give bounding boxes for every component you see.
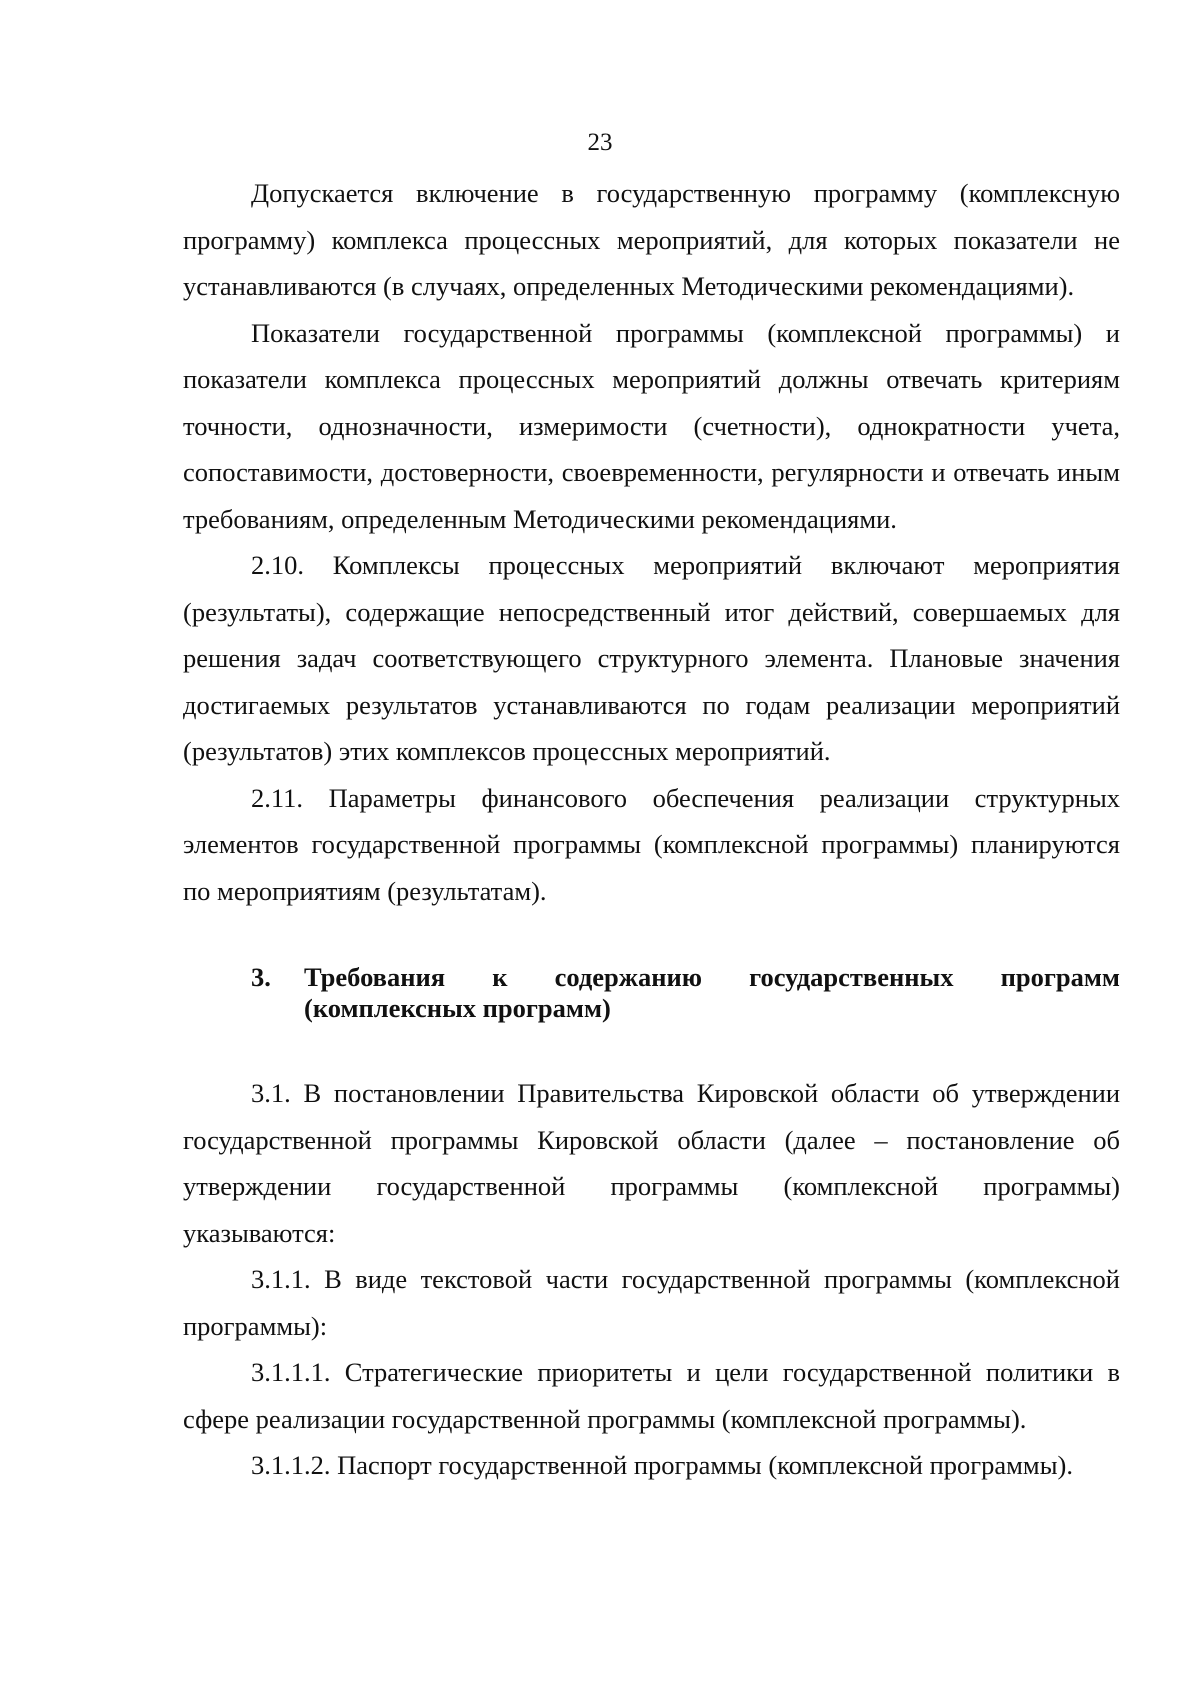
paragraph: 3.1.1.2. Паспорт государственной программы (комплексной программы). <box>251 1450 1073 1480</box>
paragraph: Допускается включение в государственную программу (комплексную программу) комплекса процессных мероприятий, для которых показатели не устанавливаются (в случаях, определенных Методическими рекомендациями). <box>183 178 1120 301</box>
section-heading-title: Требования к содержанию государственных программ (комплексных программ) <box>304 962 1120 1023</box>
paragraph: Показатели государственной программы (комплексной программы) и показатели комплекса процессных мероприятий должны отвечать критериям точности, однозначности, измеримости (счетности), однократности учета, сопоставимости, достоверности, своевременности, регулярности и отвечать иным требованиям, определенным Методическими рекомендациями. <box>183 317 1120 534</box>
paragraph: 3.1.1.1. Стратегические приоритеты и цели государственной политики в сфере реализации государственной программы (комплексной программы). <box>183 1357 1120 1434</box>
section-heading <box>183 962 1120 1024</box>
page-number: 23 <box>587 129 613 156</box>
paragraph: 2.11. Параметры финансового обеспечения реализации структурных элементов государственной программы (комплексной программы) планируются по мероприятиям (результатам). <box>183 782 1120 906</box>
paragraph: 2.10. Комплексы процессных мероприятий включают мероприятия (результаты), содержащие непосредственный итог действий, совершаемых для решения задач соответствующего структурного элемента. Плановые значения достигаемых результатов устанавливаются по годам реализации мероприятий (результатов) этих комплексов процессных мероприятий. <box>183 550 1120 766</box>
document-body <box>183 170 1120 1489</box>
section-heading-number: 3. <box>251 962 271 992</box>
paragraph: 3.1. В постановлении Правительства Кировской области об утверждении государственной программы Кировской области (далее – постановление об утверждении государственной программы (комплексной программы) указываются: <box>183 1078 1120 1248</box>
paragraph: 3.1.1. В виде текстовой части государственной программы (комплексной программы): <box>183 1264 1120 1341</box>
